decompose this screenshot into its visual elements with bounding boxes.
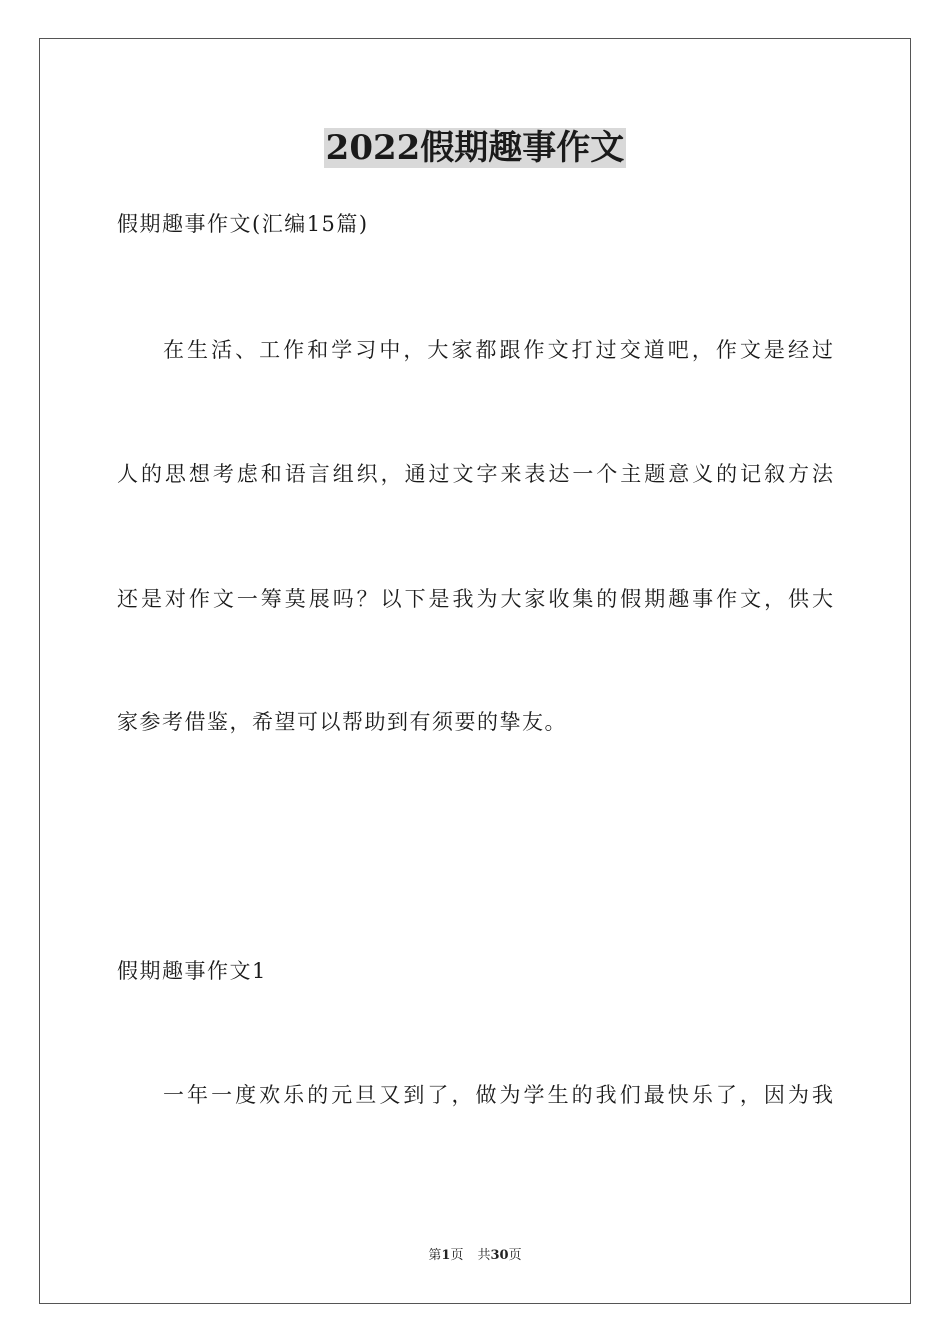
intro-line-1: 在生活、工作和学习中，大家都跟作文打过交道吧，作文是经过 <box>163 338 833 362</box>
document-title-text: 2022假期趣事作文 <box>325 128 625 168</box>
footer-page-prefix: 第 <box>428 1248 442 1263</box>
footer-total-prefix: 共 <box>477 1248 491 1263</box>
page-footer <box>0 1247 950 1265</box>
footer-page-suffix: 页 <box>450 1248 464 1263</box>
section-heading: 假期趣事作文1 <box>117 959 267 983</box>
footer-page-current: 1 <box>441 1248 451 1263</box>
intro-line-3: 还是对作文一筹莫展吗？以下是我为大家收集的假期趣事作文，供大 <box>117 587 833 611</box>
footer-page-total: 30 <box>490 1248 509 1263</box>
footer-total-suffix: 页 <box>508 1248 522 1263</box>
section-line-1: 一年一度欢乐的元旦又到了，做为学生的我们最快乐了，因为我 <box>163 1083 833 1107</box>
intro-line-4: 家参考借鉴，希望可以帮助到有须要的挚友。 <box>117 710 567 734</box>
document-title <box>0 125 950 171</box>
intro-line-2: 人的思想考虑和语言组织，通过文字来表达一个主题意义的记叙方法 <box>117 462 833 486</box>
document-subtitle: 假期趣事作文(汇编15篇) <box>117 212 369 236</box>
